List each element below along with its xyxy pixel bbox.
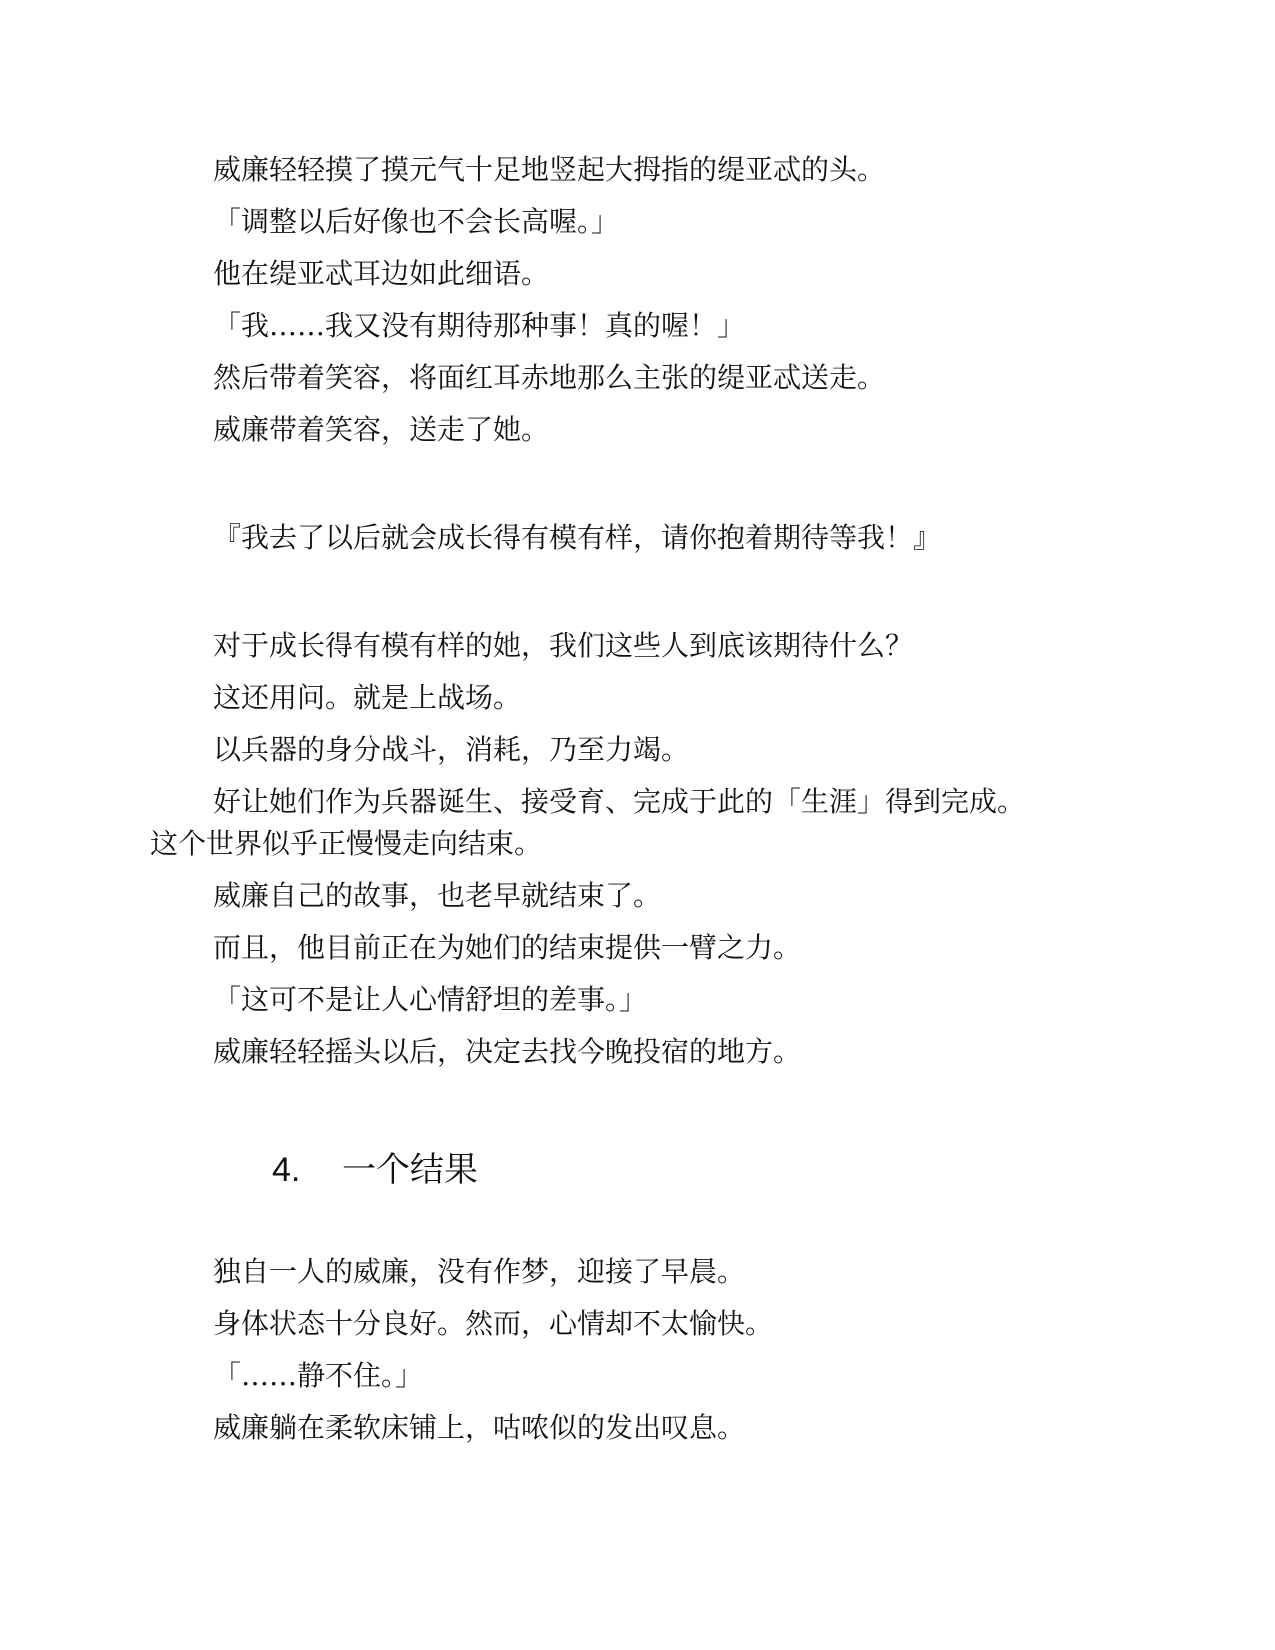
paragraph: 威廉自己的故事，也老早就结束了。 [213,879,662,912]
paragraph: 威廉轻轻摇头以后，决定去找今晚投宿的地方。 [213,1035,802,1068]
paragraph: 威廉躺在柔软床铺上，咕哝似的发出叹息。 [213,1411,746,1444]
paragraph: 「调整以后好像也不会长高喔。」 [213,205,620,238]
paragraph: 对于成长得有模有样的她，我们这些人到底该期待什么？ [213,629,914,662]
paragraph: 「我……我又没有期待那种事！真的喔！」 [213,309,746,342]
paragraph: 身体状态十分良好。然而，心情却不太愉快。 [213,1307,774,1340]
paragraph-continuation: 这个世界似乎正慢慢走向结束。 [150,827,543,860]
section-title: 一个结果 [342,1151,478,1189]
paragraph: 独自一人的威廉，没有作梦，迎接了早晨。 [213,1255,746,1288]
paragraph: 威廉轻轻摸了摸元气十足地竖起大拇指的缇亚忒的头。 [213,153,886,186]
paragraph: 好让她们作为兵器诞生、接受育、完成于此的「生涯」得到完成。 [213,785,1026,818]
section-heading [272,1148,478,1192]
quote: 『我去了以后就会成长得有模有样，请你抱着期待等我！』 [213,521,942,554]
paragraph: 威廉带着笑容，送走了她。 [213,413,550,446]
paragraph: 他在缇亚忒耳边如此细语。 [213,257,550,290]
paragraph: 这还用问。就是上战场。 [213,681,522,714]
paragraph: 以兵器的身分战斗，消耗，乃至力竭。 [213,733,690,766]
paragraph: 「……静不住。」 [213,1359,424,1392]
paragraph: 然后带着笑容，将面红耳赤地那么主张的缇亚忒送走。 [213,361,886,394]
paragraph: 而且，他目前正在为她们的结束提供一臂之力。 [213,931,802,964]
section-number: 4. [272,1151,301,1189]
paragraph: 「这可不是让人心情舒坦的差事。」 [213,983,648,1016]
